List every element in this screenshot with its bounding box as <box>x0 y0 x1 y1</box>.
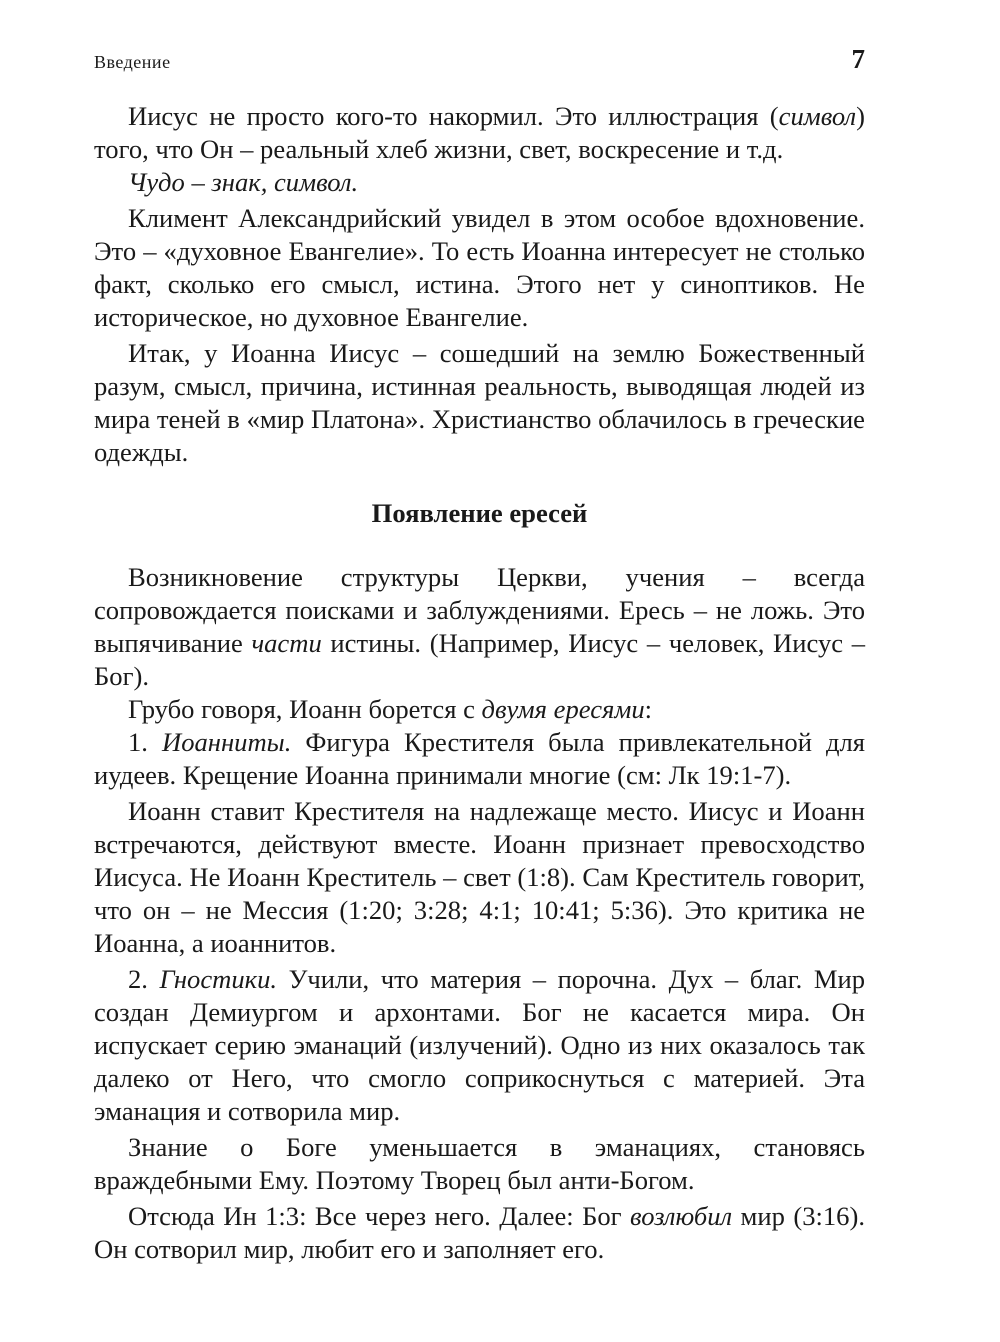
page-number: 7 <box>851 44 865 74</box>
paragraph: Чудо – знак, символ. <box>128 167 359 197</box>
paragraph: Знание о Боге уменьшается в эманациях, становясь враждебными Ему. Поэтому Творец был анти-Богом. <box>94 1132 865 1195</box>
paragraph: Иисус не просто кого-то накормил. Это иллюстрация (символ) того, что Он – реальный хлеб жизни, свет, воскресение и т.д. <box>94 101 865 164</box>
paragraph: Иоанн ставит Крестителя на надлежаще место. Иисус и Иоанн встречаются, действуют вместе. Иоанн признает превосходство Иисуса. Не Иоанн Креститель – свет (1:8). Сам Креститель говорит, что он – не Мессия (1:20; 3:28; 4:1; 10:41; 5:36). Это критика не Иоанна, а иоаннитов. <box>94 796 865 958</box>
paragraph: Отсюда Ин 1:3: Все через него. Далее: Бог возлюбил мир (3:16). Он сотворил мир, любит его и заполняет его. <box>94 1201 865 1264</box>
paragraph: 1. Иоанниты. Фигура Крестителя была привлекательной для иудеев. Крещение Иоанна принимали многие (см: Лк 19:1-7). <box>94 727 866 790</box>
running-head: Введение <box>94 52 171 72</box>
section-title: Появление ересей <box>371 498 588 528</box>
page-body <box>94 100 865 1266</box>
paragraph: Возникновение структуры Церкви, учения – всегда сопровождается поисками и заблуждениями. Ересь – не ложь. Это выпячивание части истины. (Например, Иисус – человек, Иисус – Бог). <box>94 562 866 691</box>
page-header <box>94 42 865 82</box>
paragraph: Климент Александрийский увидел в этом особое вдохновение. Это – «духовное Евангелие». То есть Иоанна интересует не столько факт, сколько его смысл, истина. Этого нет у синоптиков. Не историческое, но духовное Евангелие. <box>94 203 865 332</box>
paragraph: Грубо говоря, Иоанн борется с двумя ересями: <box>128 694 653 724</box>
paragraph: 2. Гностики. Учили, что материя – порочна. Дух – благ. Мир создан Демиургом и архонтами. Бог не касается мира. Он испускает серию эманаций (излучений). Одно из них оказалось так далеко от Него, что смогло соприкоснуться с материей. Эта эманация и сотворила мир. <box>94 964 865 1126</box>
paragraph: Итак, у Иоанна Иисус – сошедший на землю Божественный разум, смысл, причина, истинная реальность, выводящая людей из мира теней в «мир Платона». Христианство облачилось в греческие одежды. <box>94 338 865 467</box>
